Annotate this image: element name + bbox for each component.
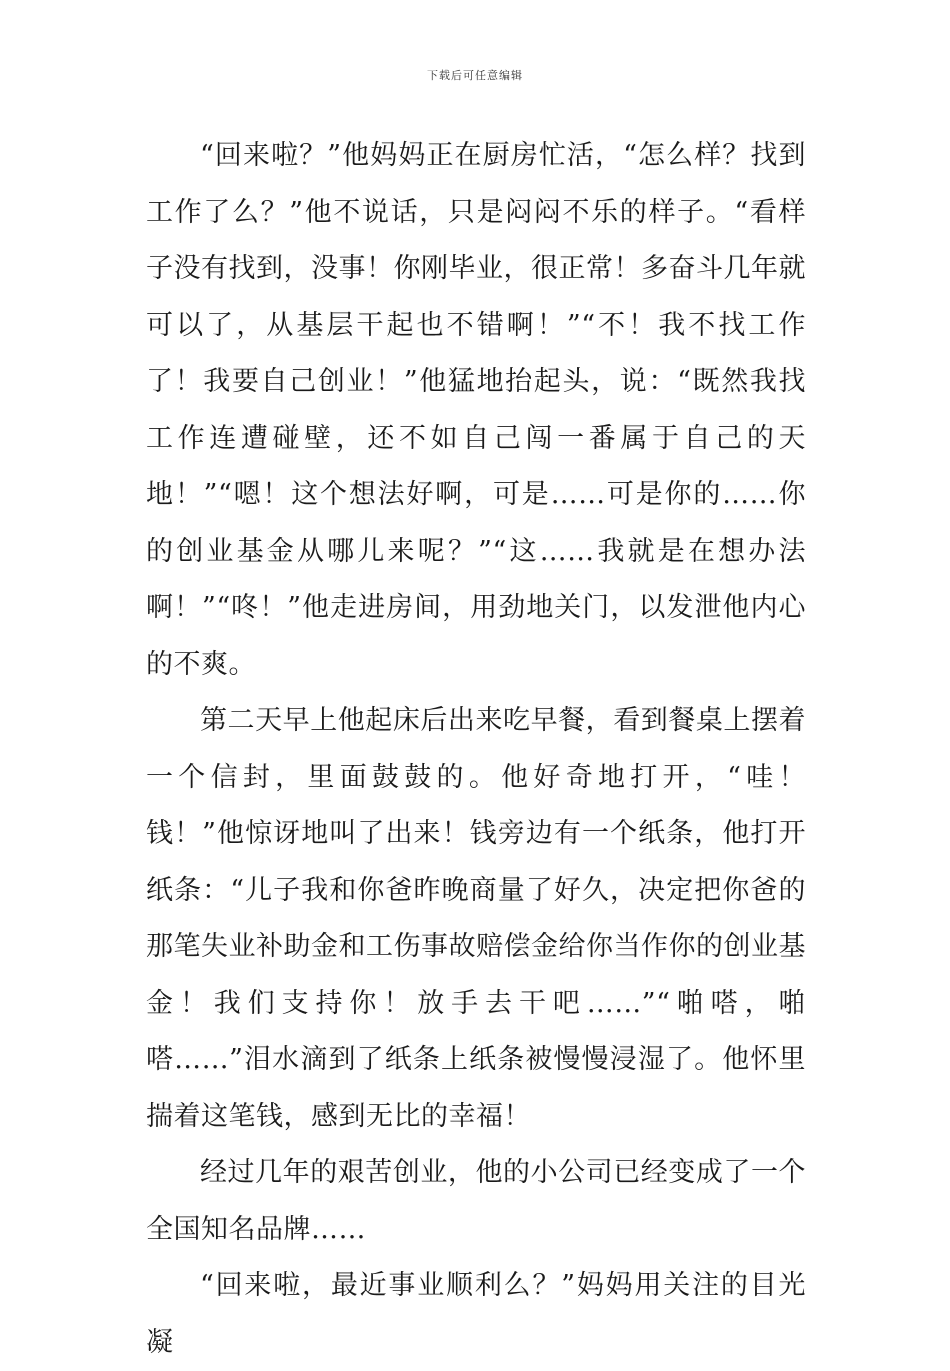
paragraph-2: 第二天早上他起床后出来吃早餐，看到餐桌上摆着一个信封，里面鼓鼓的。他好奇地打开，“哇！钱！”他惊讶地叫了出来！钱旁边有一个纸条，他打开纸条：“儿子我和你爸昨晚商量了好久，决定把你爸的那笔失业补助金和工伤事故赔偿金给你当作你的创业基金！我们支持你！放手去干吧……”“啪嗒，啪嗒……”泪水滴到了纸条上纸条被慢慢浸湿了。他怀里揣着这笔钱，感到无比的幸福！ [146, 705, 806, 1132]
paragraph-4: “回来啦，最近事业顺利么？”妈妈用关注的目光凝 [146, 1270, 806, 1358]
paragraph-1: “回来啦？”他妈妈正在厨房忙活，“怎么样？找到工作了么？”他不说话，只是闷闷不乐的样子。“看样子没有找到，没事！你刚毕业，很正常！多奋斗几年就可以了，从基层干起也不错啊！”“不！我不找工作了！我要自己创业！”他猛地抬起头，说：“既然我找工作连遭碰壁，还不如自己闯一番属于自己的天地！”“嗯！这个想法好啊，可是……可是你的……你的创业基金从哪儿来呢？”“这……我就是在想办法啊！”“咚！”他走进房间，用劲地关门，以发泄他内心的不爽。 [146, 140, 806, 680]
header-note: 下载后可任意编辑 [427, 69, 523, 82]
document-body [146, 128, 806, 1371]
paragraph-3: 经过几年的艰苦创业，他的小公司已经变成了一个全国知名品牌…… [146, 1157, 806, 1245]
